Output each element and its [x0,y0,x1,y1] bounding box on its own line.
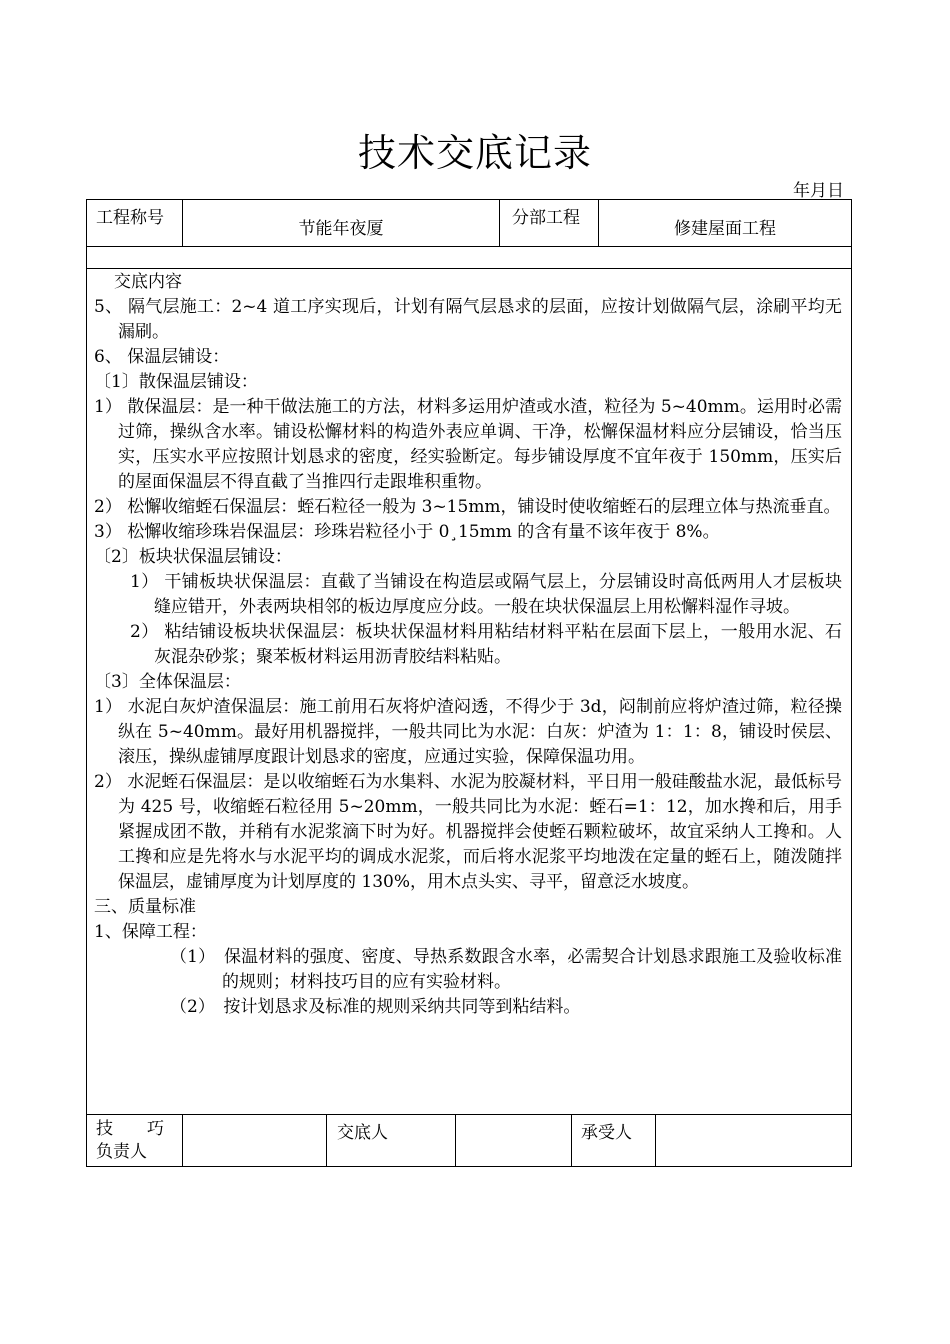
page-title: 技术交底记录 [357,131,592,175]
content-heading: 交底内容 [114,272,182,292]
paragraph: （2） 按计划恳求及标准的规则采纳共同等到粘结料。 [170,997,581,1017]
receiver-label-cell [572,1115,656,1166]
project-label: 工程称号 [96,208,164,228]
date-label: 年月日 [793,181,844,201]
discloser-value-cell [456,1115,572,1166]
disclosure-content [94,270,842,1020]
paragraph: 1） 散保温层：是一种干做法施工的方法，材料多运用炉渣或水渣，粒径为 5~40mm。运用时必需过筛，操纵含水率。铺设松懈材料的构造外表应单调、干净，松懈保温材料应分层铺设，恰当压实，压实水平应按照计划恳求的密度，经实验断定。每步铺设厚度不宜年夜于 150mm，压实后的屋面保温层不得直截了当推四行走跟堆积重物。 [94,397,842,492]
paragraph: 5、 隔气层施工：2~4 道工序实现后，计划有隔气层恳求的层面，应按计划做隔气层，涂刷平均无漏刷。 [94,297,842,342]
footer-table [86,1114,852,1167]
paragraph: 三、质量标准 [94,897,196,917]
discloser-label-cell [327,1115,456,1166]
paragraph: 2） 松懈收缩蛭石保温层：蛭石粒径一般为 3~15mm，铺设时使收缩蛭石的层理立体与热流垂直。 [94,497,841,517]
division-value-cell [599,200,851,247]
tech-lead-label-line1: 技 巧 [96,1119,164,1139]
tech-lead-label-line2: 负责人 [96,1142,147,1162]
receiver-label: 承受人 [581,1123,632,1143]
paragraph: 1） 干铺板块状保温层：直截了当铺设在构造层或隔气层上，分层铺设时高低两用人才层板块缝应错开，外表两块相邻的板边厚度应分歧。一般在块状保温层上用松懈料湿作寻坡。 [130,572,842,617]
header-divider [87,246,851,247]
paragraph: 1） 水泥白灰炉渣保温层：施工前用石灰将炉渣闷透，不得少于 3d，闷制前应将炉渣过筛，粒径操纵在 5~40mm。最好用机器搅拌，一般共同比为水泥：白灰：炉渣为 1：1：8，铺设时侯层、滚压，操纵虚铺厚度跟计划恳求的密度，应通过实验，保障保温功用。 [94,697,842,767]
header-table [86,199,852,269]
paragraph: 1、保障工程： [94,922,207,942]
project-label-cell [87,200,183,247]
division-label-cell [500,200,599,247]
paragraph: 〔3〕全体保温层： [94,672,241,692]
discloser-label: 交底人 [337,1123,388,1143]
division-label: 分部工程 [512,208,580,228]
paragraph: 2） 粘结铺设板块状保温层：板块状保温材料用粘结材料平粘在层面下层上，一般用水泥、石灰混杂砂浆；聚苯板材料运用沥青胶结料粘贴。 [130,622,842,667]
tech-lead-label-cell [87,1115,183,1166]
tech-lead-value-cell [183,1115,327,1166]
paragraph: 〔1〕散保温层铺设： [94,372,258,392]
paragraph: 〔2〕板块状保温层铺设： [94,547,292,567]
project-value-cell [183,200,500,247]
paragraph: 2） 水泥蛭石保温层：是以收缩蛭石为水集料、水泥为胶凝材料，平日用一般硅酸盐水泥，最低标号为 425 号，收缩蛭石粒径用 5~20mm，一般共同比为水泥：蛭石=1：12，加水搀和后，用手紧握成团不散，并稍有水泥浆滴下时为好。机器搅拌会使蛭石颗粒破坏，故宜采纳人工搀和。人工搀和应是先将水与水泥平均的调成水泥浆，而后将水泥浆平均地泼在定量的蛭石上，随泼随拌保温层，虚铺厚度为计划厚度的 130%，用木点头实、寻平，留意泛水坡度。 [94,772,842,892]
project-value: 节能年夜厦 [298,219,384,239]
paragraph: 6、 保温层铺设： [94,347,230,367]
paragraph: 3） 松懈收缩珍珠岩保温层：珍珠岩粒径小于 0¸15mm 的含有量不该年夜于 8%。 [94,522,720,542]
division-value: 修建屋面工程 [674,219,776,239]
paragraph: （1） 保温材料的强度、密度、导热系数跟含水率，必需契合计划恳求跟施工及验收标准的规则；材料技巧目的应有实验材料。 [170,947,842,992]
receiver-value-cell [656,1115,851,1166]
